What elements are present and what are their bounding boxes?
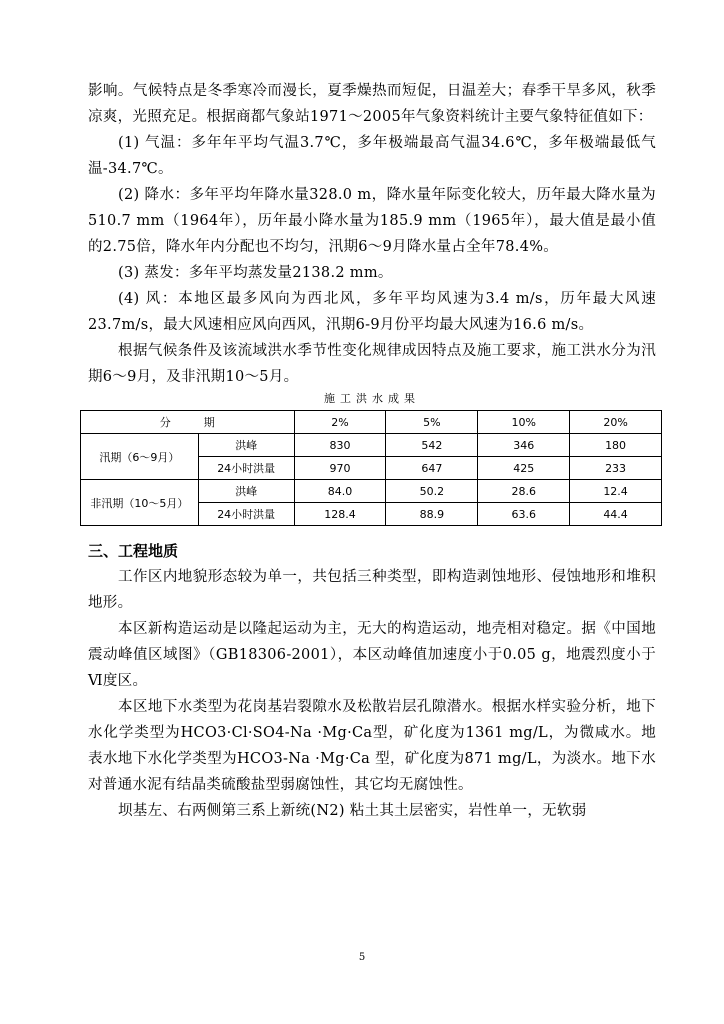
table-row: [81, 434, 662, 457]
table-cell: 542: [386, 434, 478, 457]
table-cell: 88.9: [386, 503, 478, 526]
table-cell: 180: [570, 434, 662, 457]
table-cell: 28.6: [478, 480, 570, 503]
table-row: [81, 480, 662, 503]
col-header: 10%: [478, 411, 570, 434]
evaporation-paragraph: (3) 蒸发：多年平均蒸发量2138.2 mm。: [118, 265, 393, 281]
precipitation-paragraph: (2) 降水：多年平均年降水量328.0 m，降水量年际变化较大，历年最大降水量为510.7 mm（1964年），历年最小降水量为185.9 mm（1965年），最大值是最小值的2.75倍，降水年内分配也不均匀，汛期6～9月降水量占全年78.4%。: [88, 187, 656, 255]
table-cell: 830: [294, 434, 386, 457]
dam-foundation-paragraph: 坝基左、右两侧第三系上新统(N2) 粘土其土层密实，岩性单一，无软弱: [118, 803, 587, 819]
table-cell: 12.4: [570, 480, 662, 503]
table-cell: 346: [478, 434, 570, 457]
table-cell: 425: [478, 457, 570, 480]
climate-paragraph: 影响。气候特点是冬季寒冷而漫长，夏季燥热而短促，日温差大；春季干旱多风，秋季凉爽，光照充足。根据商都气象站1971～2005年气象资料统计主要气象特征值如下：: [88, 83, 656, 125]
row-label: 24小时洪量: [198, 503, 294, 526]
table-cell: 970: [294, 457, 386, 480]
table-cell: 50.2: [386, 480, 478, 503]
table-cell: 128.4: [294, 503, 386, 526]
temperature-paragraph: (1) 气温：多年年平均气温3.7℃，多年极端最高气温34.6℃，多年极端最低气温-34.7℃。: [88, 135, 656, 177]
table-cell: 233: [570, 457, 662, 480]
row-label: 洪峰: [198, 434, 294, 457]
table-cell: 647: [386, 457, 478, 480]
page-number: 5: [358, 952, 366, 963]
tectonics-paragraph: 本区新构造运动是以隆起运动为主，无大的构造运动，地壳相对稳定。据《中国地震动峰值区域图》（GB18306-2001），本区动峰值加速度小于0.05 g，地震烈度小于Ⅵ度区。: [88, 621, 656, 689]
flood-period-paragraph: 根据气候条件及该流域洪水季节性变化规律成因特点及施工要求，施工洪水分为汛期6～9月，及非汛期10～5月。: [88, 343, 656, 385]
table-cell: 63.6: [478, 503, 570, 526]
col-header: 5%: [386, 411, 478, 434]
table-title: 施工洪水成果: [324, 392, 420, 405]
col-header: 20%: [570, 411, 662, 434]
group-label: 非汛期（10～5月）: [81, 480, 199, 526]
document-page: [88, 78, 656, 824]
groundwater-paragraph: 本区地下水类型为花岗基岩裂隙水及松散岩层孔隙潜水。根据水样实验分析，地下水化学类型为HCO3·Cl·SO4-Na ·Mg·Ca型，矿化度为1361 mg/L，为微咸水。地表水地下水化学类型为HCO3-Na ·Mg·Ca 型，矿化度为871 mg/L，为淡水。地下水对普通水泥有结晶类硫酸盐型弱腐蚀性，其它均无腐蚀性。: [88, 699, 656, 793]
table-cell: 84.0: [294, 480, 386, 503]
period-header: 分 期: [81, 411, 295, 434]
flood-results-table: [80, 410, 662, 526]
section-heading: 三、工程地质: [88, 542, 179, 560]
group-label: 汛期（6～9月）: [81, 434, 199, 480]
col-header: 2%: [294, 411, 386, 434]
wind-paragraph: (4) 风：本地区最多风向为西北风，多年平均风速为3.4 m/s，历年最大风速23.7m/s，最大风速相应风向西风，汛期6-9月份平均最大风速为16.6 m/s。: [88, 291, 656, 333]
landform-paragraph: 工作区内地貌形态较为单一，共包括三种类型，即构造剥蚀地形、侵蚀地形和堆积地形。: [88, 569, 656, 611]
row-label: 24小时洪量: [198, 457, 294, 480]
table-cell: 44.4: [570, 503, 662, 526]
table-header-row: [81, 411, 662, 434]
row-label: 洪峰: [198, 480, 294, 503]
